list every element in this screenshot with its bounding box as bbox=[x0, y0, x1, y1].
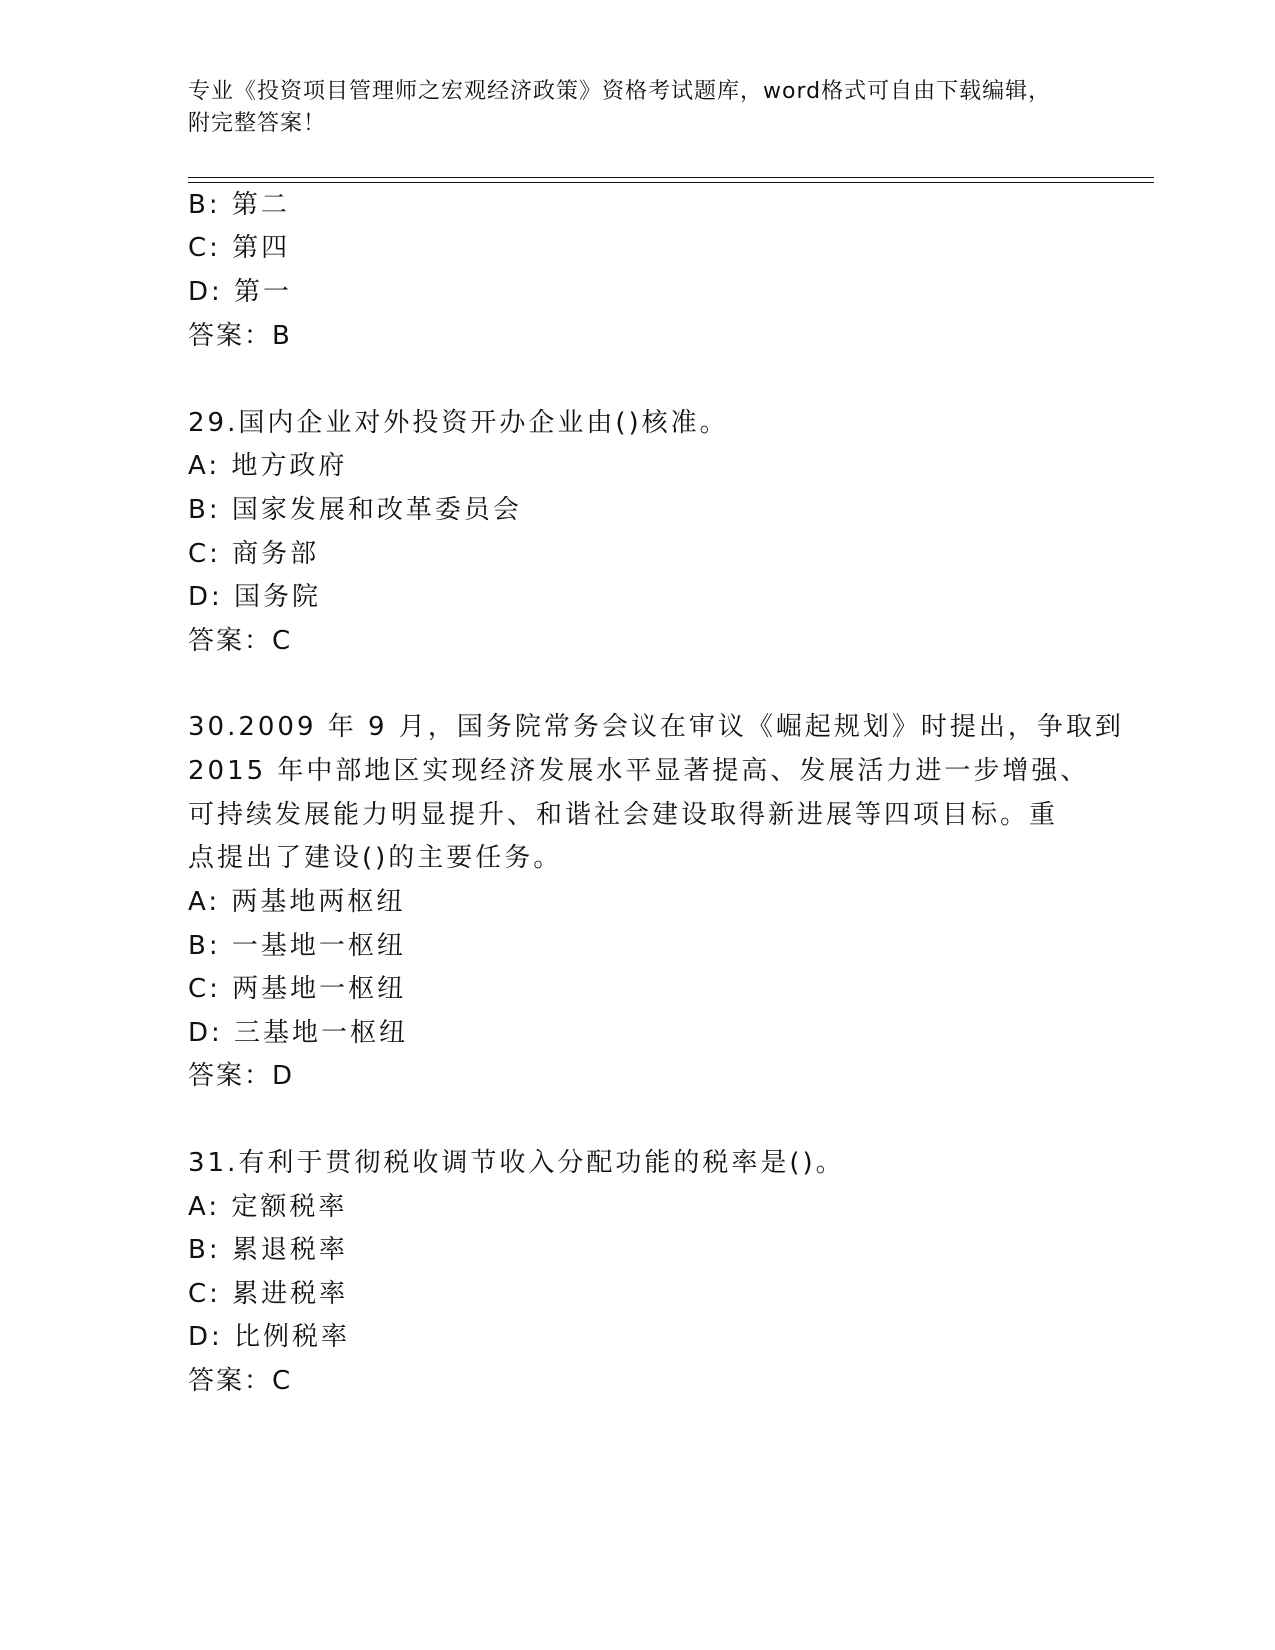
answer-line: 答案：C bbox=[188, 626, 293, 656]
option-b: B: 第二 bbox=[188, 190, 290, 220]
option-a: A: 地方政府 bbox=[188, 451, 348, 481]
question-stem: 31.有利于贯彻税收调节收入分配功能的税率是()。 bbox=[188, 1148, 845, 1178]
header-divider-top bbox=[188, 177, 1154, 178]
answer-line: 答案：B bbox=[188, 321, 292, 351]
question-stem-line: 可持续发展能力明显提升、和谐社会建设取得新进展等四项目标。重 bbox=[188, 800, 1059, 830]
answer-line: 答案：D bbox=[188, 1061, 295, 1091]
option-d: D: 三基地一枢纽 bbox=[188, 1018, 409, 1048]
question-stem: 29.国内企业对外投资开办企业由()核准。 bbox=[188, 408, 729, 438]
answer-line: 答案：C bbox=[188, 1366, 293, 1396]
question-stem-line: 2015 年中部地区实现经济发展水平显著提高、发展活力进一步增强、 bbox=[188, 756, 1090, 786]
option-a: A: 定额税率 bbox=[188, 1192, 348, 1222]
option-b: B: 累退税率 bbox=[188, 1235, 348, 1265]
question-stem-line: 点提出了建设()的主要任务。 bbox=[188, 843, 563, 873]
question-stem-line: 30.2009 年 9 月，国务院常务会议在审议《崛起规划》时提出，争取到 bbox=[188, 712, 1124, 742]
option-b: B: 国家发展和改革委员会 bbox=[188, 495, 522, 525]
option-c: C: 第四 bbox=[188, 233, 291, 263]
option-c: C: 两基地一枢纽 bbox=[188, 974, 407, 1004]
header-divider-bottom bbox=[188, 182, 1154, 183]
option-b: B: 一基地一枢纽 bbox=[188, 931, 406, 961]
option-d: D: 国务院 bbox=[188, 582, 322, 612]
option-c: C: 累进税率 bbox=[188, 1279, 349, 1309]
document-header: 专业《投资项目管理师之宏观经济政策》资格考试题库，word格式可自由下载编辑，附完整答案！ bbox=[188, 79, 1052, 136]
option-d: D: 第一 bbox=[188, 277, 293, 307]
option-c: C: 商务部 bbox=[188, 539, 320, 569]
option-a: A: 两基地两枢纽 bbox=[188, 887, 406, 917]
option-d: D: 比例税率 bbox=[188, 1322, 351, 1352]
